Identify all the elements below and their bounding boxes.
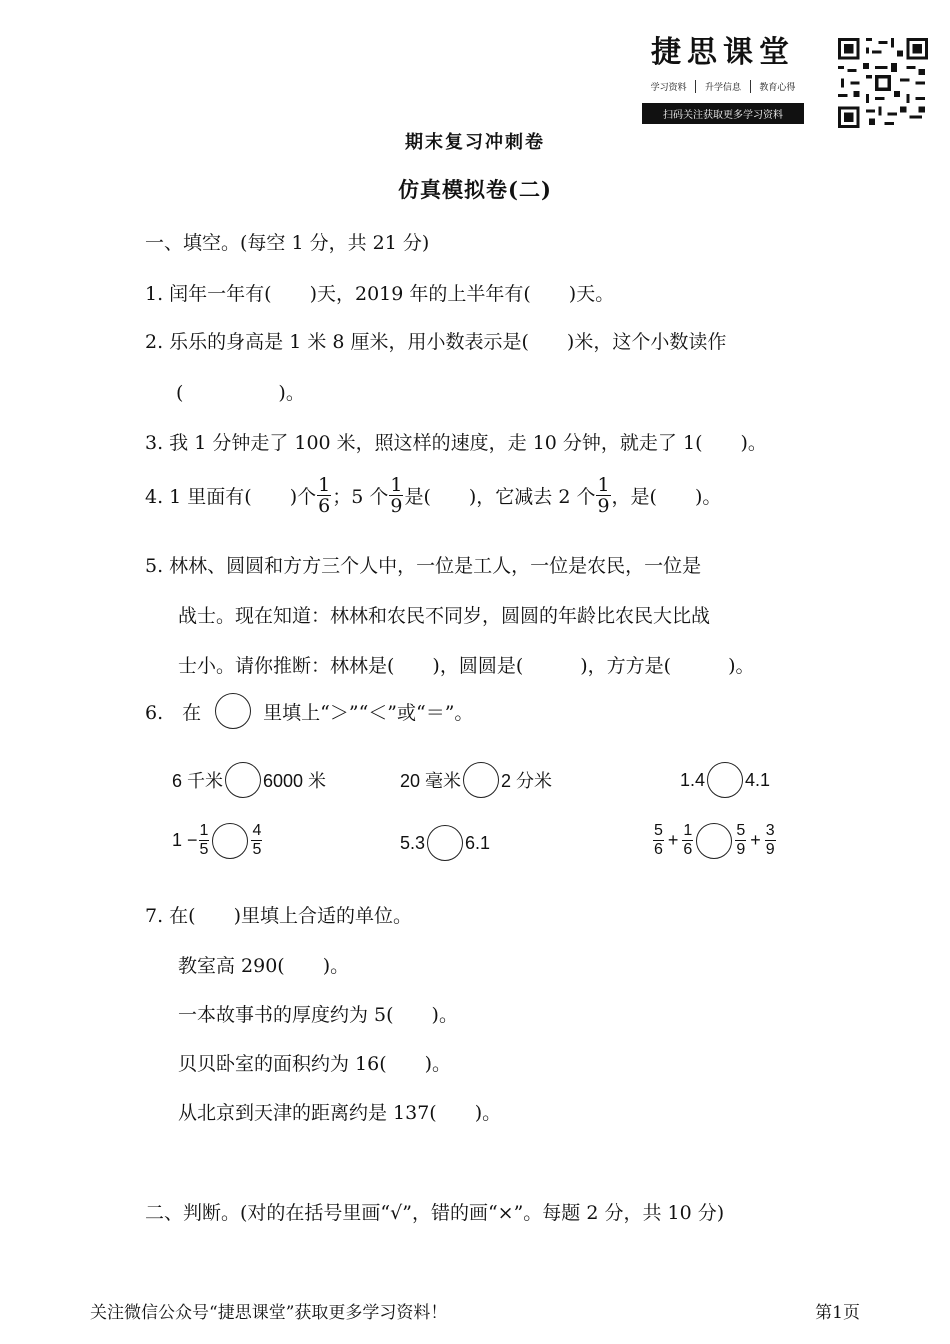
question-7-item: 贝贝卧室的面积约为 16( )。 bbox=[178, 1053, 452, 1075]
question-5-line: 士小。请你推断：林林是( )，圆圆是( )，方方是( )。 bbox=[178, 655, 755, 677]
fraction-numerator: 5 bbox=[736, 822, 746, 839]
brand-title: 捷思课堂 bbox=[651, 35, 795, 70]
comparison-left: 20 毫米 bbox=[400, 771, 462, 791]
fraction bbox=[682, 822, 693, 859]
fraction-denominator: 9 bbox=[390, 495, 403, 517]
comparison-right: 4.1 bbox=[745, 769, 771, 790]
comparison-item bbox=[680, 762, 770, 798]
comparison-left: 6 千米 bbox=[172, 771, 224, 791]
qr-code-icon bbox=[838, 38, 928, 128]
page-number: 第1页 bbox=[815, 1303, 860, 1323]
page-subtitle: 仿真模拟卷(二) bbox=[398, 177, 552, 202]
question-7-item: 一本故事书的厚度约为 5( )。 bbox=[178, 1004, 458, 1026]
comparison-item bbox=[400, 762, 552, 798]
brand-link: 学习资料 bbox=[642, 80, 696, 93]
comparison-circle[interactable] bbox=[212, 823, 248, 859]
comparison-circle[interactable] bbox=[463, 762, 499, 798]
fraction bbox=[251, 822, 262, 859]
comparison-circle[interactable] bbox=[427, 825, 463, 861]
comparison-circle[interactable] bbox=[225, 762, 261, 798]
fraction-denominator: 5 bbox=[252, 841, 262, 858]
section-heading: 一、填空。(每空 1 分，共 21 分) bbox=[145, 232, 430, 254]
question-text: 6. 在 bbox=[145, 701, 202, 724]
comparison-right: 6.1 bbox=[465, 832, 491, 853]
operator: + bbox=[750, 830, 761, 850]
fraction bbox=[596, 475, 610, 516]
section-heading: 二、判断。(对的在括号里画“√”，错的画“×”。每题 2 分，共 10 分) bbox=[145, 1202, 725, 1224]
fraction bbox=[653, 822, 664, 859]
comparison-right: 6000 米 bbox=[263, 771, 327, 791]
comparison-item bbox=[652, 822, 777, 859]
question-2-line: ( )。 bbox=[176, 382, 305, 404]
fraction-numerator: 1 bbox=[683, 822, 693, 839]
comparison-left: 1 − bbox=[172, 830, 198, 850]
fraction-denominator: 6 bbox=[683, 841, 693, 858]
comparison-right: 2 分米 bbox=[501, 771, 553, 791]
question-7-item: 从北京到天津的距离约是 137( )。 bbox=[178, 1102, 502, 1124]
operator: + bbox=[667, 830, 679, 850]
brand-link: 教育心得 bbox=[759, 82, 796, 92]
question-text: 里填上“＞”“＜”或“＝”。 bbox=[263, 701, 474, 724]
fraction-denominator: 6 bbox=[318, 495, 331, 517]
comparison-circle[interactable] bbox=[696, 823, 732, 859]
fraction-numerator: 1 bbox=[597, 474, 610, 496]
question-5-line: 5. 林林、圆圆和方方三个人中，一位是工人，一位是农民，一位是 bbox=[145, 555, 702, 577]
question-text: 是( )，它减去 2 个 bbox=[404, 486, 596, 508]
fraction bbox=[389, 475, 403, 516]
fraction bbox=[735, 822, 746, 859]
fraction-numerator: 1 bbox=[318, 474, 331, 496]
comparison-circle[interactable] bbox=[707, 762, 743, 798]
question-5-line: 战士。现在知道：林林和农民不同岁，圆圆的年龄比农民大比战 bbox=[178, 605, 711, 627]
page-title: 期末复习冲刺卷 bbox=[405, 132, 545, 153]
comparison-left: 5.3 bbox=[400, 832, 426, 853]
question-7-heading: 7. 在( )里填上合适的单位。 bbox=[145, 905, 412, 927]
fraction-numerator: 1 bbox=[390, 474, 403, 496]
question-text: ；5 个 bbox=[332, 486, 389, 508]
fraction bbox=[765, 822, 776, 859]
fraction bbox=[317, 475, 331, 516]
comparison-item bbox=[400, 825, 490, 861]
brand-link: 升学信息 bbox=[696, 80, 750, 93]
comparison-circle bbox=[215, 693, 251, 729]
fraction-denominator: 9 bbox=[597, 495, 610, 517]
brand-links bbox=[642, 80, 804, 93]
fraction-numerator: 1 bbox=[199, 822, 209, 839]
footer-note: 关注微信公众号“捷思课堂”获取更多学习资料！ bbox=[90, 1303, 448, 1323]
question-3: 3. 我 1 分钟走了 100 米，照这样的速度，走 10 分钟，就走了 1( )。 bbox=[145, 432, 767, 454]
question-4 bbox=[145, 475, 721, 516]
question-1: 1. 闰年一年有( )天，2019 年的上半年有( )天。 bbox=[145, 283, 615, 305]
fraction-denominator: 6 bbox=[654, 841, 663, 858]
fraction-denominator: 9 bbox=[765, 841, 775, 858]
question-text: ，是( )。 bbox=[611, 486, 722, 508]
brand-header bbox=[642, 36, 804, 124]
question-2-line: 2. 乐乐的身高是 1 米 8 厘米，用小数表示是( )米，这个小数读作 bbox=[145, 331, 727, 353]
fraction-denominator: 9 bbox=[736, 841, 746, 858]
brand-bar: 扫码关注获取更多学习资料 bbox=[642, 103, 804, 124]
fraction-numerator: 4 bbox=[252, 822, 262, 839]
comparison-item bbox=[172, 822, 263, 859]
fraction-numerator: 5 bbox=[654, 822, 663, 839]
question-text: 4. 1 里面有( )个 bbox=[145, 486, 317, 508]
comparison-item bbox=[172, 762, 326, 798]
question-7-item: 教室高 290( )。 bbox=[178, 955, 350, 977]
question-6 bbox=[145, 693, 473, 729]
fraction bbox=[199, 822, 210, 859]
fraction-denominator: 5 bbox=[199, 841, 209, 858]
comparison-left: 1.4 bbox=[680, 769, 706, 790]
fraction-numerator: 3 bbox=[765, 822, 775, 839]
